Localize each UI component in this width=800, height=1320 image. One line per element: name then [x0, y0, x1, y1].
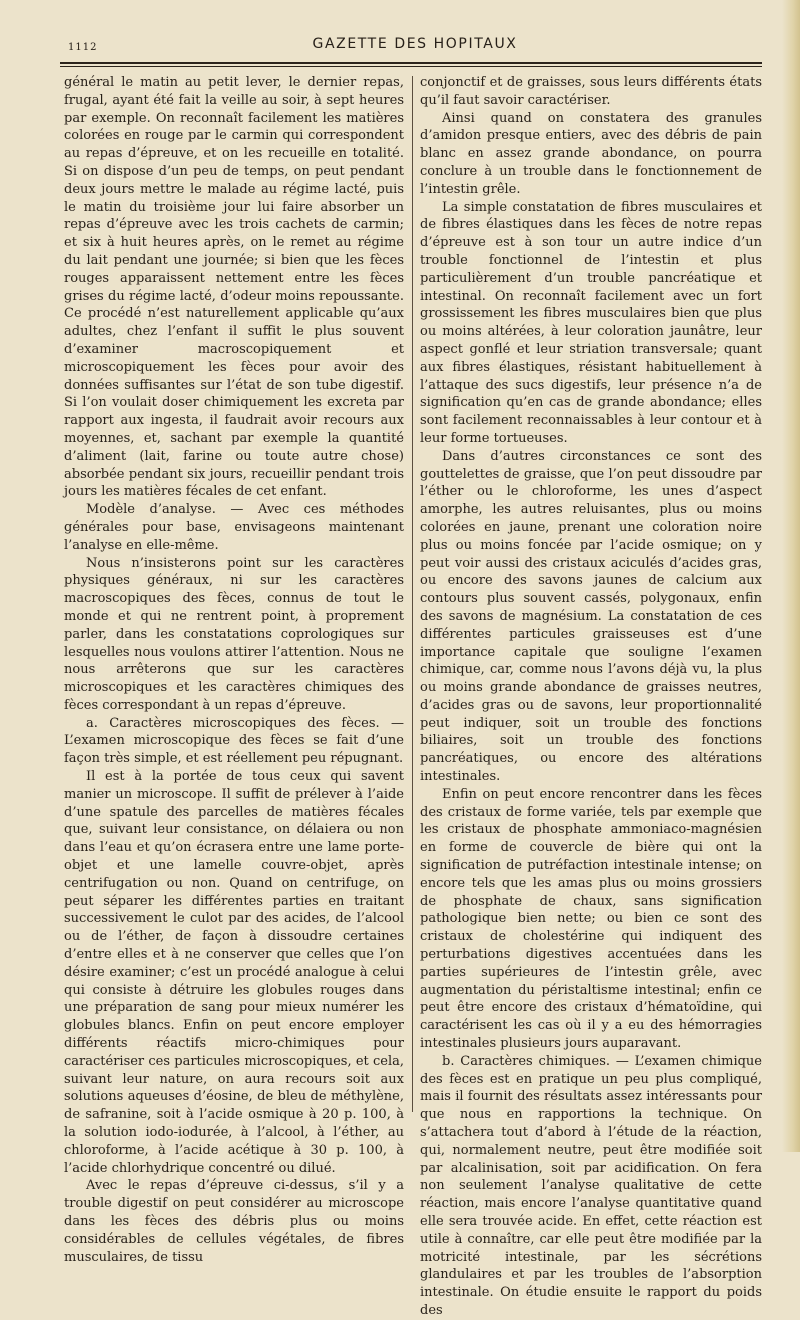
paragraph: a. Caractères microscopiques des fèces. — L’examen microscopique des fèces se fait d’une façon très simple, et est réellement peu répugnant.: [64, 715, 404, 767]
paragraph: Enfin on peut encore rencontrer dans les fèces des cristaux de forme variée, tels par exemple que les cristaux de phosphate ammoniaco-magnésien en forme de couvercle de bière qui ont la signification de putréfaction intestinale intense; on encore tels que les amas plus ou moins grossiers de phosphate de chaux, sans signification pathologique bien nette; ou bien ce sont des cristaux de cholestérine qui indiquent des perturbations digestives accentuées dans les parties supérieures de l’intestin grêle, avec augmentation du péristaltisme intestinal; enfin ce peut être encore des cristaux d’hématoïdine, qui caractérisent les cas où il y a eu des hémorragies intestinales plusieurs jours auparavant.: [420, 786, 762, 1052]
running-title: GAZETTE DES HOPITAUX: [312, 36, 518, 52]
header-rule-thin: [60, 66, 762, 67]
paragraph: La simple constatation de fibres musculaires et de fibres élastiques dans les fèces de notre repas d’épreuve est à son tour un autre indice d’un trouble fonctionnel de l’intestin et plus particulièrement d’un trouble pancréatique et intestinal. On reconnaît facilement avec un fort grossissement les fibres musculaires bien que plus ou moins altérées, à leur coloration jaunâtre, leur aspect gonflé et leur striation transversale; quant aux fibres élastiques, résistant habituellement à l’attaque des sucs digestifs, leur présence n’a de signification qu’en cas de grande abondance; elles sont facilement reconnaissables à leur contour et à leur forme tortueuses.: [420, 199, 762, 446]
paragraph: Nous n’insisterons point sur les caractères physiques généraux, ni sur les caractères macroscopiques des fèces, connus de tout le monde et qui ne rentrent point, à proprement parler, dans les constatations coprologiques sur lesquelles nous voulons attirer l’attention. Nous ne nous arrêterons que sur les caractères microscopiques et les caractères chimiques des fèces correspondant à un repas d’épreuve.: [64, 555, 404, 713]
right-column: [420, 74, 762, 1318]
header-rule-thick: [60, 62, 762, 64]
paragraph: général le matin au petit lever, le dernier repas, frugal, ayant été fait la veille au soir, à sept heures par exemple. On reconnaît facilement les matières colorées en rouge par le carmin qui correspondent au repas d’épreuve, et on les recueille en totalité. Si on dispose d’un peu de temps, on peut pendant deux jours mettre le malade au régime lacté, puis le matin du troisième jour lui faire absorber un repas d’épreuve avec les trois cachets de carmin; et six à huit heures après, on le remet au régime du lait pendant une journée; si bien que les fèces rouges apparaissent nettement entre les fèces grises du régime lacté, d’odeur moins repoussante. Ce procédé n’est naturellement applicable qu’aux adultes, chez l’enfant il suffit le plus souvent d’examiner macroscopiquement et microscopiquement les fèces pour avoir des données suffisantes sur l’état de son tube digestif. Si l’on voulait doser chimiquement les excreta par rapport aux ingesta, il faudrait avoir recours aux moyennes, et, sachant par exemple la quantité d’aliment (lait, farine ou toute autre chose) absorbée pendant six jours, recueillir pendant trois jours les matières fécales de cet enfant.: [64, 75, 404, 500]
paragraph: Ainsi quand on constatera des granules d’amidon presque entiers, avec des débris de pain blanc en assez grande abondance, on pourra conclure à un trouble dans le fonctionnement de l’intestin grêle.: [420, 110, 762, 197]
page-edge-shadow: [782, 0, 800, 1152]
page-number: 1112: [68, 42, 98, 53]
paragraph: Dans d’autres circonstances ce sont des gouttelettes de graisse, que l’on peut dissoudre par l’éther ou le chloroforme, les unes d’aspect amorphe, les autres reluisantes, plus ou moins colorées en jaune, prenant une coloration noire plus ou moins foncée par l’acide osmique; on y peut voir aussi des cristaux aciculés d’acides gras, ou encore des savons jaunes de calcium aux contours plus souvent cassés, polygonaux, enfin des savons de magnésium. La constatation de ces différentes particules graisseuses est d’une importance capitale que souligne l’examen chimique, car, comme nous l’avons déjà vu, la plus ou moins grande abondance de graisses neutres, d’acides gras ou de savons, leur proportionnalité peut indiquer, soit un trouble des fonctions biliaires, soit un trouble des fonctions pancréatiques, ou encore des altérations intestinales.: [420, 448, 762, 785]
paragraph: b. Caractères chimiques. — L’examen chimique des fèces est en pratique un peu plus compliqué, mais il fournit des résultats assez intéressants pour que nous en rapportions la technique. On s’attachera tout d’abord à l’étude de la réaction, qui, normalement neutre, peut être modifiée soit par alcalinisation, soit par acidification. On fera non seulement l’analyse qualitative de cette réaction, mais encore l’analyse quantitative quand elle sera trouvée acide. En effet, cette réaction est utile à connaître, car elle peut être modifiée par la motricité intestinale, par les sécrétions glandulaires et par les troubles de l’absorption intestinale. On étudie ensuite le rapport du poids des: [420, 1053, 762, 1318]
left-column: [64, 74, 404, 1265]
page-header: [68, 30, 762, 60]
paragraph: Modèle d’analyse. — Avec ces méthodes générales pour base, envisageons maintenant l’analyse en elle-même.: [64, 502, 404, 553]
paragraph: Il est à la portée de tous ceux qui savent manier un microscope. Il suffit de prélever à l’aide d’une spatule des parcelles de matières fécales que, suivant leur consistance, on délaiera ou non dans l’eau et qu’on écrasera entre une lame porte-objet et une lamelle couvre-objet, après centrifugation ou non. Quand on centrifuge, on peut séparer les différentes parties en traitant successivement le culot par des acides, de l’alcool ou de l’éther, de façon à dissoudre certaines d’entre elles et à ne conserver que celles que l’on désire examiner; c’est un procédé analogue à celui qui consiste à détruire les globules rouges dans une préparation de sang pour mieux numérer les globules blancs. Enfin on peut encore employer différents réactifs micro-chimiques pour caractériser ces particules microscopiques, et cela, suivant leur nature, on aura recours soit aux solutions aqueuses d’éosine, de bleu de méthylène, de safranine, soit à l’acide osmique à 20 p. 100, à la solution iodo-iodurée, à l’alcool, à l’éther, au chloroforme, à l’acide acétique à 30 p. 100, à l’acide chlorhydrique concentré ou dilué.: [64, 769, 404, 1176]
paragraph: Avec le repas d’épreuve ci-dessus, s’il y a trouble digestif on peut considérer au microscope dans les fèces des débris plus ou moins considérables de cellules végétales, de fibres musculaires, de tissu: [64, 1178, 404, 1265]
column-divider: [412, 76, 413, 1112]
paragraph: conjonctif et de graisses, sous leurs différents états qu’il faut savoir caractériser.: [420, 75, 762, 108]
